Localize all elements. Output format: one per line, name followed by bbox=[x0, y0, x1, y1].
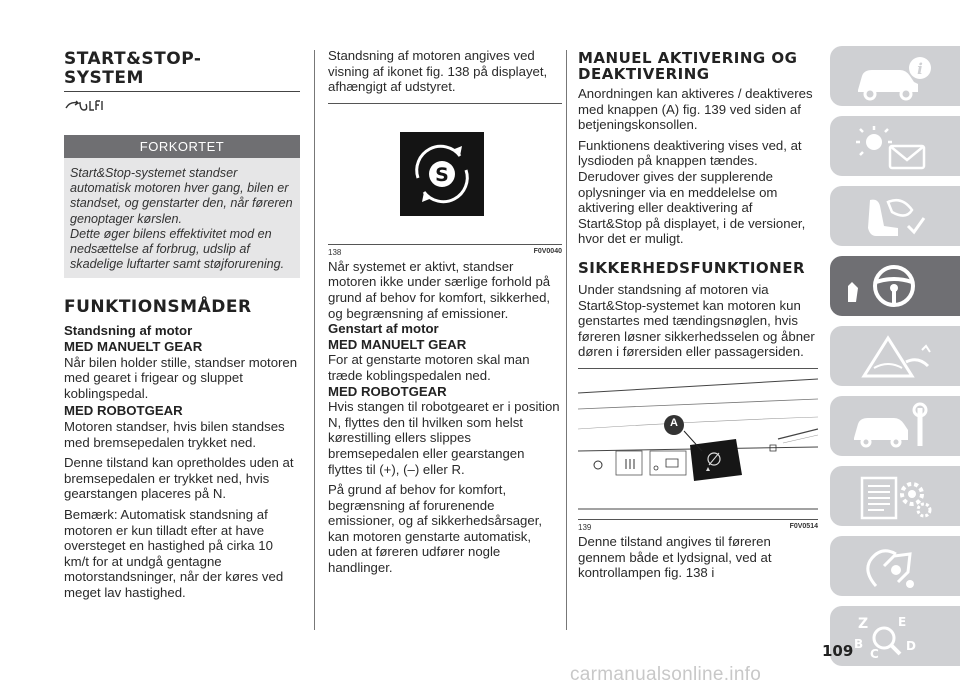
summary-paragraph: Dette øger bilens effektivitet mod en nedsættelse af forbrug, udslip af skadelige luftarter samt støjforurening. bbox=[70, 226, 285, 272]
summary-box bbox=[64, 158, 300, 278]
figure-code: F0V0040 bbox=[533, 247, 562, 255]
tab-car-info[interactable] bbox=[830, 46, 960, 106]
watermark: carmanualsonline.info bbox=[570, 664, 762, 685]
figure-138 bbox=[328, 103, 562, 257]
tab-warning-lights[interactable] bbox=[830, 116, 960, 176]
page-number: 109 bbox=[822, 642, 854, 660]
subheading: Standsning af motor bbox=[64, 323, 193, 339]
car-maintenance-icon bbox=[848, 402, 948, 452]
multimedia-icon bbox=[848, 542, 948, 592]
index-icon bbox=[848, 612, 948, 662]
section-heading: MANUEL AKTIVERING OG DEAKTIVERING bbox=[578, 49, 798, 83]
emergency-icon bbox=[848, 332, 948, 382]
svg-text:B: B bbox=[854, 637, 864, 651]
figure-number: 139 bbox=[578, 522, 592, 532]
paragraph: Denne tilstand kan opretholdes uden at bremsepedalen er trykket ned, hvis gearstangen placeres på N. bbox=[64, 455, 294, 502]
svg-text:C: C bbox=[870, 647, 879, 661]
column-3 bbox=[578, 50, 818, 581]
tab-technical-data[interactable] bbox=[830, 466, 960, 526]
paragraph: Standsning af motoren angives ved visning af ikonet fig. 138 på displayet, afhængigt af udstyret. bbox=[328, 48, 548, 95]
column-2 bbox=[328, 48, 562, 576]
figure-area bbox=[578, 369, 818, 519]
summary-paragraph: Start&Stop-systemet standser automatisk motoren hver gang, bilen er standset, og genstarter den, når føreren genoptager kørslen. bbox=[70, 166, 293, 226]
subheading: MED ROBOTGEAR bbox=[64, 403, 183, 419]
paragraph: Under standsning af motoren via Start&Stop-systemet kan motoren kun genstartes med tændingsnøglen, hvis føreren løsner sikkerhedsselen og åbner døren i førersiden eller passagersiden. bbox=[578, 281, 815, 360]
subheading: MED MANUELT GEAR bbox=[328, 336, 467, 352]
callout-label-a: A bbox=[670, 416, 678, 429]
paragraph: Funktionens deaktivering vises ved, at lysdioden på knappen tændes. Derudover gives der supplerende oplysninger via en meddelelse om aktivering eller deaktivering af Start&Stop på displayet, i de versioner, hvor det er muligt. bbox=[578, 137, 806, 247]
paragraph: Bemærk: Automatisk standsning af motoren er kun tilladt efter at have oversteget en hastighed på cirka 10 km/t for at undgå gentagne motorstandsninger, når der køres ved meget lav hastighed. bbox=[64, 506, 284, 600]
paragraph: Motoren standser, hvis bilen standses med bremsepedalen trykket ned. bbox=[64, 418, 285, 450]
svg-text:i: i bbox=[917, 60, 923, 78]
warning-lights-icon bbox=[848, 122, 948, 172]
chapter-heading: START&STOP- SYSTEM bbox=[64, 49, 202, 88]
figure-bottom-rule bbox=[578, 519, 818, 520]
svg-text:Z: Z bbox=[858, 616, 869, 632]
paragraph: På grund af behov for komfort, begrænsning af forurenende emissioner, og af sikkerhedsårsager, kan motoren genstarte automatisk, uden at føreren udfører nogle handlinger. bbox=[328, 482, 543, 576]
figure-code: F0V0514 bbox=[789, 522, 818, 530]
tab-car-maintenance[interactable] bbox=[830, 396, 960, 456]
svg-text:S: S bbox=[435, 163, 449, 186]
chapter-tabs bbox=[830, 46, 960, 676]
figure-caption bbox=[578, 523, 818, 532]
summary-band: FORKORTET bbox=[64, 135, 300, 158]
column-divider bbox=[314, 50, 315, 630]
seat-safety-icon bbox=[848, 192, 948, 242]
steering-key-icon bbox=[848, 262, 948, 312]
column-1 bbox=[64, 50, 300, 601]
paragraph: Når bilen holder stille, standser motoren med gearet i frigear og sluppet koblingspedal. bbox=[64, 354, 298, 401]
tab-seat-safety[interactable] bbox=[830, 186, 960, 246]
paragraph: Når systemet er aktivt, standser motoren ikke under særlige forhold på grund af behov for komfort, sikkerhed, og begrænsning af emissioner. bbox=[328, 258, 551, 321]
svg-text:D: D bbox=[906, 639, 916, 653]
technical-data-icon bbox=[848, 472, 948, 522]
subheading: MED MANUELT GEAR bbox=[64, 339, 203, 355]
start-stop-logo-icon bbox=[64, 98, 300, 119]
start-stop-display-icon bbox=[400, 132, 484, 216]
figure-number: 138 bbox=[328, 247, 342, 257]
tab-multimedia[interactable] bbox=[830, 536, 960, 596]
paragraph: Anordningen kan aktiveres / deaktiveres med knappen (A) fig. 139 ved siden af betjeningskonsollen. bbox=[578, 86, 813, 133]
column-divider bbox=[566, 50, 567, 630]
tab-starting-driving[interactable] bbox=[830, 256, 960, 316]
figure-area bbox=[328, 104, 562, 244]
dashboard-console-illustration bbox=[578, 369, 818, 519]
subheading: Genstart af motor bbox=[328, 321, 439, 337]
paragraph: Hvis stangen til robotgearet er i position N, flyttes den til hvilken som helst kørestilling ellers slippes bremsepedalen eller gearstangen flyttes til (+), (–) eller R. bbox=[328, 399, 560, 477]
svg-text:E: E bbox=[898, 615, 907, 629]
figure-139 bbox=[578, 368, 818, 532]
car-info-icon bbox=[848, 52, 948, 102]
section-heading: FUNKTIONSMÅDER bbox=[64, 297, 252, 318]
subheading: MED ROBOTGEAR bbox=[328, 383, 447, 399]
figure-caption bbox=[328, 248, 562, 257]
heading-rule bbox=[64, 91, 300, 92]
paragraph: Denne tilstand angives til føreren gennem både et lydsignal, ved at kontrollampen fig. 138 i bbox=[578, 533, 772, 581]
paragraph: For at genstarte motoren skal man træde koblingspedalen ned. bbox=[328, 352, 530, 383]
figure-bottom-rule bbox=[328, 244, 562, 245]
section-heading: SIKKERHEDSFUNKTIONER bbox=[578, 258, 806, 277]
tab-emergency[interactable] bbox=[830, 326, 960, 386]
